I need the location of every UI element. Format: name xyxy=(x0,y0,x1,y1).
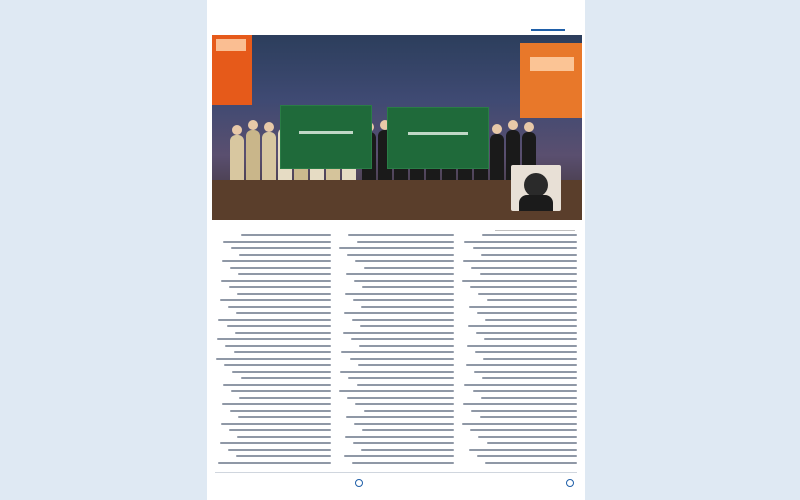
text-line xyxy=(228,449,331,451)
text-line xyxy=(480,416,577,418)
text-line xyxy=(216,358,331,360)
text-line xyxy=(237,293,331,295)
text-line xyxy=(239,397,331,399)
phone-icon xyxy=(566,479,574,487)
text-line xyxy=(354,423,454,425)
text-line xyxy=(222,260,331,262)
text-line xyxy=(241,377,331,379)
text-line xyxy=(355,403,454,405)
text-line xyxy=(468,325,577,327)
text-line xyxy=(237,436,331,438)
text-line xyxy=(352,462,454,464)
text-line xyxy=(481,397,577,399)
flag xyxy=(387,107,489,169)
text-line xyxy=(464,384,577,386)
text-line xyxy=(462,423,577,425)
text-line xyxy=(231,247,331,249)
text-line xyxy=(473,247,577,249)
screen-right-text xyxy=(530,57,574,71)
text-line xyxy=(218,462,331,464)
text-line xyxy=(345,436,454,438)
text-line xyxy=(466,364,577,366)
text-column-left xyxy=(215,234,331,470)
text-line xyxy=(360,325,454,327)
text-line xyxy=(483,358,577,360)
text-line xyxy=(469,449,577,451)
text-line xyxy=(346,416,454,418)
text-line xyxy=(470,286,577,288)
text-line xyxy=(218,319,331,321)
text-line xyxy=(353,299,454,301)
text-line xyxy=(477,455,577,457)
text-line xyxy=(480,273,577,275)
text-line xyxy=(353,442,454,444)
text-line xyxy=(238,273,331,275)
text-line xyxy=(482,234,577,236)
text-line xyxy=(475,351,577,353)
flag xyxy=(280,105,372,169)
text-line xyxy=(364,267,454,269)
text-line xyxy=(350,358,454,360)
text-column-right xyxy=(461,234,577,470)
event-screen-right xyxy=(520,43,582,118)
text-line xyxy=(348,377,454,379)
text-line xyxy=(346,273,454,275)
text-line xyxy=(364,410,454,412)
text-line xyxy=(228,306,331,308)
text-line xyxy=(234,351,331,353)
text-line xyxy=(231,390,331,392)
masthead xyxy=(207,0,585,34)
text-line xyxy=(339,390,454,392)
text-line xyxy=(470,429,577,431)
text-line xyxy=(361,449,454,451)
text-line xyxy=(229,429,331,431)
screen-left-text xyxy=(216,39,246,51)
text-line xyxy=(357,384,454,386)
text-line xyxy=(347,254,454,256)
text-line xyxy=(473,390,577,392)
text-line xyxy=(241,234,331,236)
text-line xyxy=(362,429,454,431)
text-line xyxy=(224,364,331,366)
text-line xyxy=(478,436,577,438)
text-line xyxy=(484,338,577,340)
text-line xyxy=(354,280,454,282)
text-line xyxy=(225,345,331,347)
text-line xyxy=(362,286,454,288)
text-line xyxy=(229,286,331,288)
author-face xyxy=(524,173,548,197)
text-line xyxy=(236,312,331,314)
text-line xyxy=(347,397,454,399)
page-footer xyxy=(215,477,577,491)
text-line xyxy=(469,306,577,308)
social-icon xyxy=(355,479,363,487)
text-line xyxy=(239,254,331,256)
text-line xyxy=(463,403,577,405)
text-line xyxy=(344,455,454,457)
text-line xyxy=(343,332,454,334)
event-screen-left xyxy=(212,35,252,105)
text-line xyxy=(471,410,577,412)
text-line xyxy=(221,280,331,282)
text-line xyxy=(482,377,577,379)
text-line xyxy=(476,332,577,334)
text-line xyxy=(221,423,331,425)
text-line xyxy=(463,260,577,262)
text-line xyxy=(340,371,454,373)
text-line xyxy=(464,241,577,243)
text-line xyxy=(477,312,577,314)
text-line xyxy=(487,442,577,444)
text-line xyxy=(238,416,331,418)
text-column-middle xyxy=(338,234,454,470)
byline-divider xyxy=(495,230,575,231)
footer-divider xyxy=(215,472,577,473)
text-line xyxy=(341,351,454,353)
text-line xyxy=(232,371,331,373)
text-line xyxy=(485,319,577,321)
social-handle[interactable] xyxy=(355,479,366,488)
text-line xyxy=(352,319,454,321)
text-line xyxy=(348,234,454,236)
text-line xyxy=(361,306,454,308)
text-line xyxy=(235,332,331,334)
text-line xyxy=(344,312,454,314)
text-line xyxy=(481,254,577,256)
text-line xyxy=(358,364,454,366)
text-line xyxy=(227,325,331,327)
text-line xyxy=(222,403,331,405)
text-line xyxy=(345,293,454,295)
text-line xyxy=(462,280,577,282)
text-line xyxy=(220,299,331,301)
text-line xyxy=(236,455,331,457)
text-line xyxy=(217,338,331,340)
text-line xyxy=(351,338,454,340)
author-avatar xyxy=(511,165,561,211)
text-line xyxy=(230,267,331,269)
text-line xyxy=(487,299,577,301)
text-line xyxy=(223,241,331,243)
text-line xyxy=(339,247,454,249)
text-line xyxy=(478,293,577,295)
author-body xyxy=(519,195,553,211)
text-line xyxy=(357,241,454,243)
article-body xyxy=(215,234,577,470)
text-line xyxy=(485,462,577,464)
logo-underline xyxy=(531,29,565,31)
newspaper-page xyxy=(207,0,585,500)
text-line xyxy=(230,410,331,412)
text-line xyxy=(220,442,331,444)
text-line xyxy=(471,267,577,269)
text-line xyxy=(467,345,577,347)
text-line xyxy=(355,260,454,262)
text-line xyxy=(359,345,454,347)
text-line xyxy=(474,371,577,373)
text-line xyxy=(223,384,331,386)
phone-number xyxy=(566,479,577,488)
